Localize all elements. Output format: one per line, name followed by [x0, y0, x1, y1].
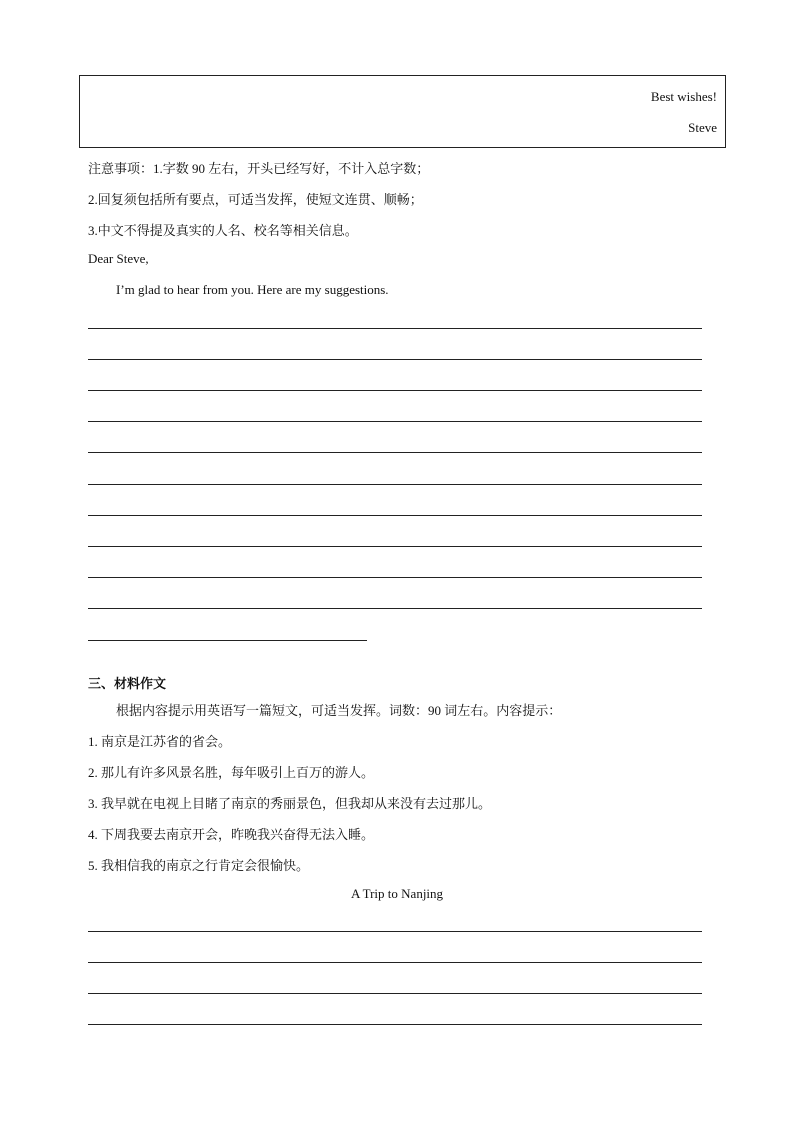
- content-point: 5. 我相信我的南京之行肯定会很愉快。: [88, 858, 310, 873]
- note-line-3: 3.中文不得提及真实的人名、校名等相关信息。: [88, 223, 358, 238]
- note-line-1: 注意事项：1.字数 90 左右，开头已经写好，不计入总字数；: [88, 161, 430, 176]
- writing-line[interactable]: [88, 484, 702, 485]
- writing-line[interactable]: [88, 546, 702, 547]
- content-point: 2. 那儿有许多风景名胜，每年吸引上百万的游人。: [88, 765, 375, 780]
- section-heading: 三、材料作文: [88, 676, 167, 691]
- content-point: 4. 下周我要去南京开会，昨晚我兴奋得无法入睡。: [88, 827, 375, 842]
- essay-line[interactable]: [88, 962, 702, 963]
- essay-line[interactable]: [88, 931, 702, 932]
- essay-line[interactable]: [88, 1024, 702, 1025]
- essay-line[interactable]: [88, 993, 702, 994]
- closing-text: Best wishes!: [650, 89, 717, 104]
- writing-line[interactable]: [88, 452, 702, 453]
- section-instruction: 根据内容提示用英语写一篇短文，可适当发挥。词数：90 词左右。内容提示：: [116, 703, 562, 718]
- letter-greeting: Dear Steve,: [88, 251, 149, 266]
- writing-line[interactable]: [88, 577, 702, 578]
- writing-line[interactable]: [88, 515, 702, 516]
- writing-line-short[interactable]: [88, 640, 367, 641]
- content-point: 1. 南京是江苏省的省会。: [88, 734, 232, 749]
- writing-line[interactable]: [88, 608, 702, 609]
- writing-line[interactable]: [88, 328, 702, 329]
- writing-line[interactable]: [88, 390, 702, 391]
- signature-text: Steve: [688, 120, 717, 135]
- note-line-2: 2.回复须包括所有要点，可适当发挥，使短文连贯、顺畅；: [88, 192, 423, 207]
- writing-line[interactable]: [88, 421, 702, 422]
- letter-box: [79, 75, 726, 148]
- content-point: 3. 我早就在电视上目睹了南京的秀丽景色，但我却从来没有去过那儿。: [88, 796, 492, 811]
- writing-line[interactable]: [88, 359, 702, 360]
- essay-title: A Trip to Nanjing: [350, 886, 444, 901]
- letter-opening: I’m glad to hear from you. Here are my suggestions.: [116, 282, 389, 297]
